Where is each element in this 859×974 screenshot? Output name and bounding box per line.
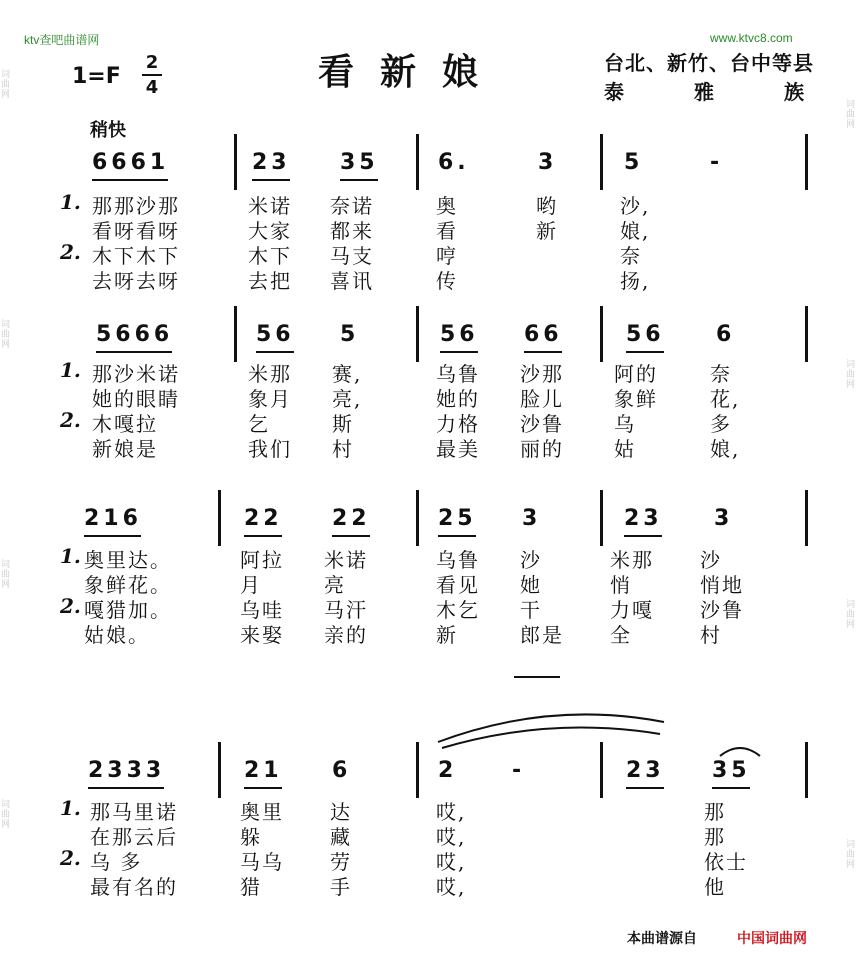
- note-group: 23: [626, 758, 665, 783]
- bar-line: [600, 134, 603, 190]
- note-group: 6: [332, 758, 352, 783]
- note-group: 25: [438, 506, 477, 531]
- eighth-note-beam: [332, 535, 370, 537]
- lyric-syllable: 象鲜花。: [84, 573, 172, 597]
- lyric-syllable: 木下: [248, 244, 292, 268]
- bar-line: [600, 490, 603, 546]
- eighth-note-beam: [256, 351, 294, 353]
- lyric-syllable: 乞: [248, 412, 270, 436]
- lyric-syllable: 看见: [436, 573, 480, 597]
- bar-line: [805, 306, 808, 362]
- lyric-syllable: 村: [700, 623, 722, 647]
- time-fraction-line: [142, 74, 162, 76]
- note-group: 22: [332, 506, 371, 531]
- lyric-syllable: 哎,: [436, 850, 467, 874]
- lyric-syllable: 她的眼睛: [92, 387, 180, 411]
- note-group: 66: [524, 322, 563, 347]
- verse-number: 2.: [60, 594, 81, 618]
- bar-line: [805, 134, 808, 190]
- eighth-note-beam: [252, 179, 290, 181]
- note-group: 2: [438, 758, 458, 783]
- lyric-syllable: 阿拉: [240, 548, 284, 572]
- lyric-syllable: 米诺: [324, 548, 368, 572]
- note-group: 21: [244, 758, 283, 783]
- lyric-syllable: 达: [330, 800, 352, 824]
- eighth-note-beam: [244, 787, 282, 789]
- eighth-note-beam: [440, 351, 478, 353]
- lyric-syllable: 沙鲁: [520, 412, 564, 436]
- time-numerator: 2: [145, 52, 159, 73]
- lyric-syllable: 哎,: [436, 800, 467, 824]
- ethnic-group: 泰 雅 族: [604, 80, 804, 104]
- bar-line: [416, 306, 419, 362]
- bar-line: [234, 306, 237, 362]
- lyric-syllable: 依士: [704, 850, 748, 874]
- lyric-syllable: 劳: [330, 850, 352, 874]
- lyric-syllable: 象鲜: [614, 387, 658, 411]
- edge-text: 词曲网: [1, 560, 11, 590]
- edge-text: 词曲网: [846, 360, 856, 390]
- eighth-note-beam: [524, 351, 562, 353]
- slur-arc-small: [720, 748, 760, 756]
- lyric-syllable: 奈: [710, 362, 732, 386]
- lyric-syllable: 喜讯: [330, 269, 374, 293]
- lyric-syllable: 最有名的: [90, 875, 178, 899]
- lyric-syllable: 新: [536, 219, 558, 243]
- lyric-syllable: 哎,: [436, 875, 467, 899]
- eighth-note-beam: [92, 179, 168, 181]
- lyric-syllable: 哼: [436, 244, 458, 268]
- lyric-syllable: 力嘎: [610, 598, 654, 622]
- lyric-syllable: 娘,: [620, 219, 651, 243]
- right-edge-watermark: [845, 0, 859, 974]
- eighth-note-beam: [88, 787, 164, 789]
- note-group: 6661: [92, 150, 170, 175]
- lyric-syllable: 奥: [436, 194, 458, 218]
- lyric-syllable: 乌鲁: [436, 548, 480, 572]
- lyric-syllable: 沙那: [520, 362, 564, 386]
- time-denominator: 4: [145, 77, 159, 98]
- lyric-syllable: 木嘎拉: [92, 412, 158, 436]
- lyric-syllable: 多: [710, 412, 732, 436]
- note-group: 56: [440, 322, 479, 347]
- watermark-left: ktv查吧曲谱网: [24, 33, 100, 47]
- lyric-syllable: 月: [240, 573, 262, 597]
- lyric-syllable: 她的: [436, 387, 480, 411]
- lyric-syllable: 姑娘。: [84, 623, 150, 647]
- lyric-syllable: 新: [436, 623, 458, 647]
- lyric-syllable: 哎,: [436, 825, 467, 849]
- lyric-syllable: 亮: [324, 573, 346, 597]
- edge-text: 词曲网: [1, 320, 11, 350]
- verse-number: 1.: [60, 544, 81, 568]
- bar-line: [416, 490, 419, 546]
- lyric-syllable: 象月: [248, 387, 292, 411]
- lyric-syllable: 来娶: [240, 623, 284, 647]
- lyric-syllable: 那: [704, 825, 726, 849]
- bar-line: [600, 306, 603, 362]
- lyric-syllable: 木下木下: [92, 244, 180, 268]
- eighth-note-beam: [712, 787, 750, 789]
- eighth-note-beam: [340, 179, 378, 181]
- edge-text: 词曲网: [846, 600, 856, 630]
- lyric-syllable: 娘,: [710, 437, 741, 461]
- lyric-syllable: 在那云后: [90, 825, 178, 849]
- lyric-syllable: 去把: [248, 269, 292, 293]
- lyric-syllable: 他: [704, 875, 726, 899]
- verse-number: 2.: [60, 408, 81, 432]
- edge-text: 词曲网: [1, 70, 11, 100]
- lyric-syllable: 乌: [614, 412, 636, 436]
- eighth-note-beam: [438, 535, 476, 537]
- note-group: 216: [84, 506, 142, 531]
- lyric-syllable: 奥里达。: [84, 548, 172, 572]
- lyric-syllable: 斯: [332, 412, 354, 436]
- lyric-syllable: 那: [704, 800, 726, 824]
- lyric-syllable: 马乌: [240, 850, 284, 874]
- lyric-syllable: 花,: [710, 387, 741, 411]
- lyric-syllable: 大家: [248, 219, 292, 243]
- key-signature: 1=F: [72, 64, 121, 89]
- lyric-syllable: 那沙米诺: [92, 362, 180, 386]
- note-group: 5: [624, 150, 644, 175]
- eighth-note-beam: [244, 535, 282, 537]
- lyric-syllable: 脸儿: [520, 387, 564, 411]
- note-group: 35: [340, 150, 379, 175]
- lyric-syllable: 猎: [240, 875, 262, 899]
- note-group: 22: [244, 506, 283, 531]
- edge-text: 词曲网: [846, 100, 856, 130]
- eighth-note-beam: [84, 535, 141, 537]
- verse-number: 2.: [60, 846, 81, 870]
- lyric-syllable: 乌 多: [90, 850, 143, 874]
- bar-line: [218, 490, 221, 546]
- note-group: 5: [340, 322, 360, 347]
- lyric-syllable: 嘎猎加。: [84, 598, 172, 622]
- note-group: 56: [626, 322, 665, 347]
- lyric-syllable: 手: [330, 875, 352, 899]
- lyric-syllable: 躲: [240, 825, 262, 849]
- time-signature: [142, 52, 162, 98]
- lyric-syllable: 藏: [330, 825, 352, 849]
- bar-line: [416, 742, 419, 798]
- lyric-syllable: 奈: [620, 244, 642, 268]
- lyric-syllable: 都来: [330, 219, 374, 243]
- tempo-marking: 稍快: [90, 120, 126, 141]
- note-group: -: [512, 758, 526, 783]
- verse-number: 2.: [60, 240, 81, 264]
- tie-arc-outer: [438, 714, 664, 742]
- eighth-note-beam: [626, 787, 664, 789]
- lyric-syllable: 乌哇: [240, 598, 284, 622]
- lyric-syllable: 木乞: [436, 598, 480, 622]
- lyric-syllable: 奥里: [240, 800, 284, 824]
- bar-line: [234, 134, 237, 190]
- lyric-syllable: 沙鲁: [700, 598, 744, 622]
- note-group: 23: [252, 150, 291, 175]
- lyric-syllable: 丽的: [520, 437, 564, 461]
- lyric-syllable: 悄地: [700, 573, 744, 597]
- edge-text: 词曲网: [1, 800, 11, 830]
- note-group: 6.: [438, 150, 470, 175]
- lyric-syllable: 全: [610, 623, 632, 647]
- lyric-syllable: 村: [332, 437, 354, 461]
- lyric-syllable: 米那: [610, 548, 654, 572]
- bar-line: [600, 742, 603, 798]
- lyric-syllable: 她: [520, 573, 542, 597]
- note-group: -: [710, 150, 724, 175]
- lyric-syllable: 最美: [436, 437, 480, 461]
- lyric-syllable: 奈诺: [330, 194, 374, 218]
- lyric-syllable: 看呀看呀: [92, 219, 180, 243]
- note-group: 35: [712, 758, 751, 783]
- note-group: 23: [624, 506, 663, 531]
- note-group: 3: [538, 150, 558, 175]
- lyric-syllable: 亮,: [332, 387, 363, 411]
- lyric-syllable: 力格: [436, 412, 480, 436]
- eighth-note-beam: [96, 351, 172, 353]
- lyric-syllable: 米诺: [248, 194, 292, 218]
- bar-line: [805, 742, 808, 798]
- lyric-syllable: 亲的: [324, 623, 368, 647]
- note-group: 3: [714, 506, 734, 531]
- lyric-syllable: 哟: [536, 194, 558, 218]
- song-title: 看新娘: [318, 51, 505, 93]
- lyric-syllable: 扬,: [620, 269, 651, 293]
- lyric-syllable: 传: [436, 269, 458, 293]
- note-group: 5666: [96, 322, 174, 347]
- lyric-syllable: 沙: [700, 548, 722, 572]
- footer-site: 中国词曲网: [737, 931, 807, 947]
- lyric-syllable: 赛,: [332, 362, 363, 386]
- note-group: 56: [256, 322, 295, 347]
- lyric-syllable: 马支: [330, 244, 374, 268]
- left-edge-watermark: [0, 0, 14, 974]
- lyric-syllable: 那那沙那: [92, 194, 180, 218]
- note-group: 3: [522, 506, 542, 531]
- note-group: 2333: [88, 758, 166, 783]
- bar-line: [218, 742, 221, 798]
- lyric-syllable: 那马里诺: [90, 800, 178, 824]
- watermark-right: www.ktvc8.com: [710, 31, 793, 45]
- verse-number: 1.: [60, 796, 81, 820]
- lyric-syllable: 米那: [248, 362, 292, 386]
- eighth-note-beam: [624, 535, 662, 537]
- lyric-syllable: 去呀去呀: [92, 269, 180, 293]
- lyric-syllable: 悄: [610, 573, 632, 597]
- lyric-syllable: 乌鲁: [436, 362, 480, 386]
- bar-line: [805, 490, 808, 546]
- song-origin: 台北、新竹、台中等县: [604, 51, 814, 75]
- lyric-syllable: 姑: [614, 437, 636, 461]
- lyric-syllable: 马汗: [324, 598, 368, 622]
- lyric-syllable: 沙: [520, 548, 542, 572]
- footer-source: 本曲谱源自: [627, 931, 697, 947]
- verse-number: 1.: [60, 358, 81, 382]
- lyric-syllable: 沙,: [620, 194, 651, 218]
- eighth-note-beam: [626, 351, 664, 353]
- lyric-syllable: 干: [520, 598, 542, 622]
- lyric-syllable: 阿的: [614, 362, 658, 386]
- lyric-syllable: 新娘是: [92, 437, 158, 461]
- verse-number: 1.: [60, 190, 81, 214]
- edge-text: 词曲网: [846, 840, 856, 870]
- note-group: 6: [716, 322, 736, 347]
- tie-arc-inner: [442, 728, 660, 748]
- lyric-syllable: 郎是: [520, 623, 564, 647]
- lyric-syllable: 看: [436, 219, 458, 243]
- lyric-syllable: 我们: [248, 437, 292, 461]
- bar-line: [416, 134, 419, 190]
